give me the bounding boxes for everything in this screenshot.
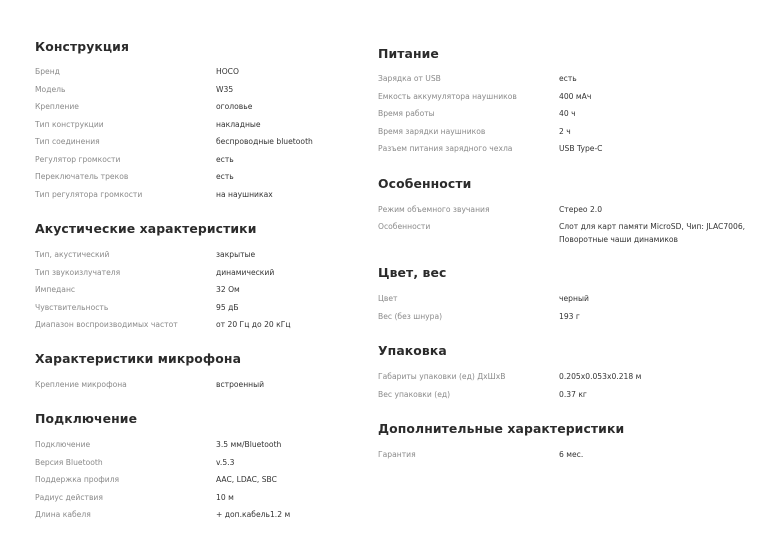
spec-label: Время зарядки наушников (378, 126, 486, 136)
spec-value: от 20 Гц до 20 кГц (216, 320, 291, 329)
spec-label: Тип конструкции (35, 119, 104, 129)
spec-row (35, 299, 355, 316)
spec-label: Крепление микрофона (35, 380, 127, 389)
section-title: Упаковка (378, 343, 447, 358)
spec-value: USB Type-C (559, 144, 603, 153)
spec-value: беспроводные bluetooth (216, 137, 313, 146)
spec-value: есть (559, 74, 577, 83)
spec-value: 95 дБ (216, 302, 239, 312)
section-title: Дополнительные характеристики (378, 421, 625, 436)
spec-label: Вес (без шнура) (378, 311, 443, 321)
spec-row (378, 290, 768, 307)
section-color-weight (378, 264, 768, 321)
spec-value: Стерео 2.0 (559, 205, 603, 214)
spec-row (35, 81, 355, 98)
spec-row (35, 133, 355, 150)
spec-row (35, 454, 355, 471)
spec-label: Переключатель треков (35, 172, 129, 181)
spec-value: AAC, LDAC, SBC (216, 475, 277, 484)
spec-value: черный (559, 294, 589, 303)
spec-label: Габариты упаковки (ед) ДхШхВ (378, 372, 506, 381)
spec-label: Особенности (378, 222, 431, 231)
spec-label: Емкость аккумулятора наушников (378, 91, 517, 101)
spec-row (35, 281, 355, 298)
spec-label: Импеданс (35, 285, 76, 294)
spec-row (35, 63, 355, 80)
spec-row (378, 218, 768, 244)
section-connection (35, 410, 355, 519)
spec-value: закрытые (216, 250, 256, 259)
spec-row (378, 88, 768, 105)
section-features (378, 175, 768, 244)
spec-row (378, 123, 768, 140)
spec-label: Чувствительность (35, 302, 109, 312)
spec-value: 0.37 кг (559, 389, 587, 399)
spec-value: 2 ч (559, 126, 571, 136)
spec-value: W35 (216, 84, 234, 94)
spec-row (35, 506, 355, 523)
section-microphone (35, 350, 355, 389)
spec-value: 3.5 мм/Bluetooth (216, 440, 282, 449)
spec-label: Диапазон воспроизводимых частот (35, 320, 178, 329)
spec-label: Режим объемного звучания (378, 205, 490, 214)
spec-row (35, 264, 355, 281)
spec-row (35, 98, 355, 115)
spec-label: Бренд (35, 67, 60, 76)
spec-label: Версия Bluetooth (35, 457, 103, 467)
spec-value: 6 мес. (559, 450, 584, 459)
spec-label: Тип соединения (35, 137, 100, 146)
spec-label: Время работы (378, 109, 435, 118)
spec-value: встроенный (216, 380, 265, 389)
spec-row (35, 489, 355, 506)
spec-label: Длина кабеля (35, 510, 91, 519)
spec-row (378, 201, 768, 218)
spec-row (35, 186, 355, 203)
section-title: Характеристики микрофона (35, 351, 242, 366)
spec-value: 10 м (216, 492, 234, 502)
spec-row (35, 151, 355, 168)
spec-value: 0.205x0.053x0.218 м (559, 372, 642, 381)
spec-label: Цвет (378, 294, 398, 303)
spec-value: HOCO (216, 67, 239, 76)
spec-row (378, 70, 768, 87)
spec-value: динамический (216, 267, 275, 277)
spec-value: 400 мАч (559, 91, 592, 101)
spec-value: есть (216, 154, 234, 164)
spec-value: на наушниках (216, 189, 273, 199)
section-packaging (378, 342, 768, 399)
spec-row (35, 116, 355, 133)
spec-row (35, 316, 355, 333)
spec-label: Регулятор громкости (35, 154, 121, 164)
spec-label: Крепление (35, 102, 79, 111)
spec-value: + доп.кабель1.2 м (216, 510, 291, 519)
section-title: Питание (378, 46, 439, 61)
spec-row (35, 168, 355, 185)
spec-row (35, 471, 355, 488)
section-additional (378, 420, 768, 459)
spec-label: Радиус действия (35, 492, 103, 502)
section-power (378, 45, 768, 153)
section-construction (35, 38, 355, 199)
spec-row (35, 246, 355, 263)
spec-row (378, 105, 768, 122)
section-title: Акустические характеристики (35, 221, 257, 236)
spec-row (378, 368, 768, 385)
spec-label: Подключение (35, 440, 91, 449)
section-title: Цвет, вес (378, 265, 447, 280)
spec-row (35, 376, 355, 393)
spec-value: есть (216, 172, 234, 181)
spec-label: Тип звукоизлучателя (35, 267, 121, 277)
spec-value: 40 ч (559, 109, 576, 118)
spec-value: Слот для карт памяти MicroSD, Чип: JLAC7006, Поворотные чаши динамиков (559, 222, 746, 244)
spec-label: Разъем питания зарядного чехла (378, 144, 513, 153)
spec-label: Поддержка профиля (35, 475, 120, 484)
spec-label: Тип регулятора громкости (35, 189, 143, 199)
spec-label: Вес упаковки (ед) (378, 389, 451, 399)
spec-value: 193 г (559, 311, 580, 321)
spec-row (35, 436, 355, 453)
spec-row (378, 446, 768, 463)
section-title: Подключение (35, 411, 138, 426)
spec-label: Зарядка от USB (378, 74, 441, 83)
spec-row (378, 386, 768, 403)
spec-label: Гарантия (378, 450, 416, 459)
section-title: Особенности (378, 176, 472, 191)
spec-value: v.5.3 (216, 457, 235, 467)
spec-value: накладные (216, 119, 261, 129)
section-acoustics (35, 220, 355, 329)
section-title: Конструкция (35, 39, 130, 54)
spec-label: Модель (35, 84, 66, 94)
spec-row (378, 140, 768, 157)
spec-row (378, 308, 768, 325)
spec-value: оголовье (216, 102, 253, 111)
spec-value: 32 Ом (216, 285, 240, 294)
spec-label: Тип, акустический (35, 250, 110, 259)
